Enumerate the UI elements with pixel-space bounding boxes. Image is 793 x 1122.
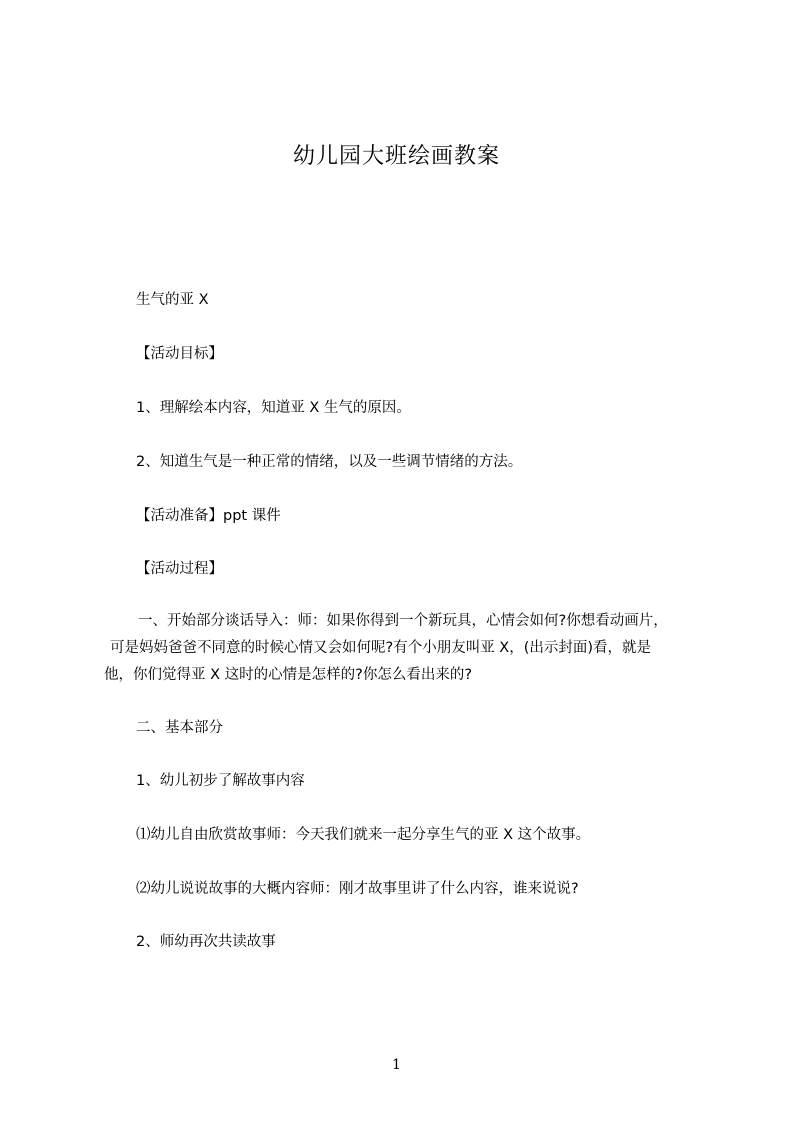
intro-paragraph [104, 608, 716, 689]
objective-1: 1、理解绘本内容，知道亚 X 生气的原因。 [136, 400, 411, 416]
step-1: 1、幼儿初步了解故事内容 [136, 773, 305, 789]
intro-line-2: 可是妈妈爸爸不同意的时候心情又会如何呢?有个小朋友叫亚 X，(出示封面)看，就是 [110, 640, 652, 656]
step-1-sub-1: ⑴幼儿自由欣赏故事师：今天我们就来一起分享生气的亚 X 这个故事。 [136, 827, 591, 843]
step-2: 2、师幼再次共读故事 [136, 934, 276, 950]
objective-2: 2、知道生气是一种正常的情绪，以及一些调节情绪的方法。 [136, 454, 523, 470]
section-heading-basic: 二、基本部分 [136, 720, 223, 736]
intro-line-1: 一、开始部分谈话导入：师：如果你得到一个新玩具，心情会如何?你想看动画片， [138, 613, 668, 629]
section-heading-process: 【活动过程】 [136, 561, 223, 577]
page-number: 1 [392, 1057, 401, 1073]
intro-line-3: 他，你们觉得亚 X 这时的心情是怎样的?你怎么看出来的? [104, 667, 473, 683]
step-1-sub-2: ⑵幼儿说说故事的大概内容师：刚才故事里讲了什么内容，谁来说说? [136, 881, 579, 897]
story-title: 生气的亚 X [136, 292, 209, 308]
section-heading-preparation: 【活动准备】ppt 课件 [136, 508, 281, 524]
section-heading-objectives: 【活动目标】 [136, 346, 223, 362]
document-title: 幼儿园大班绘画教案 [292, 144, 500, 169]
